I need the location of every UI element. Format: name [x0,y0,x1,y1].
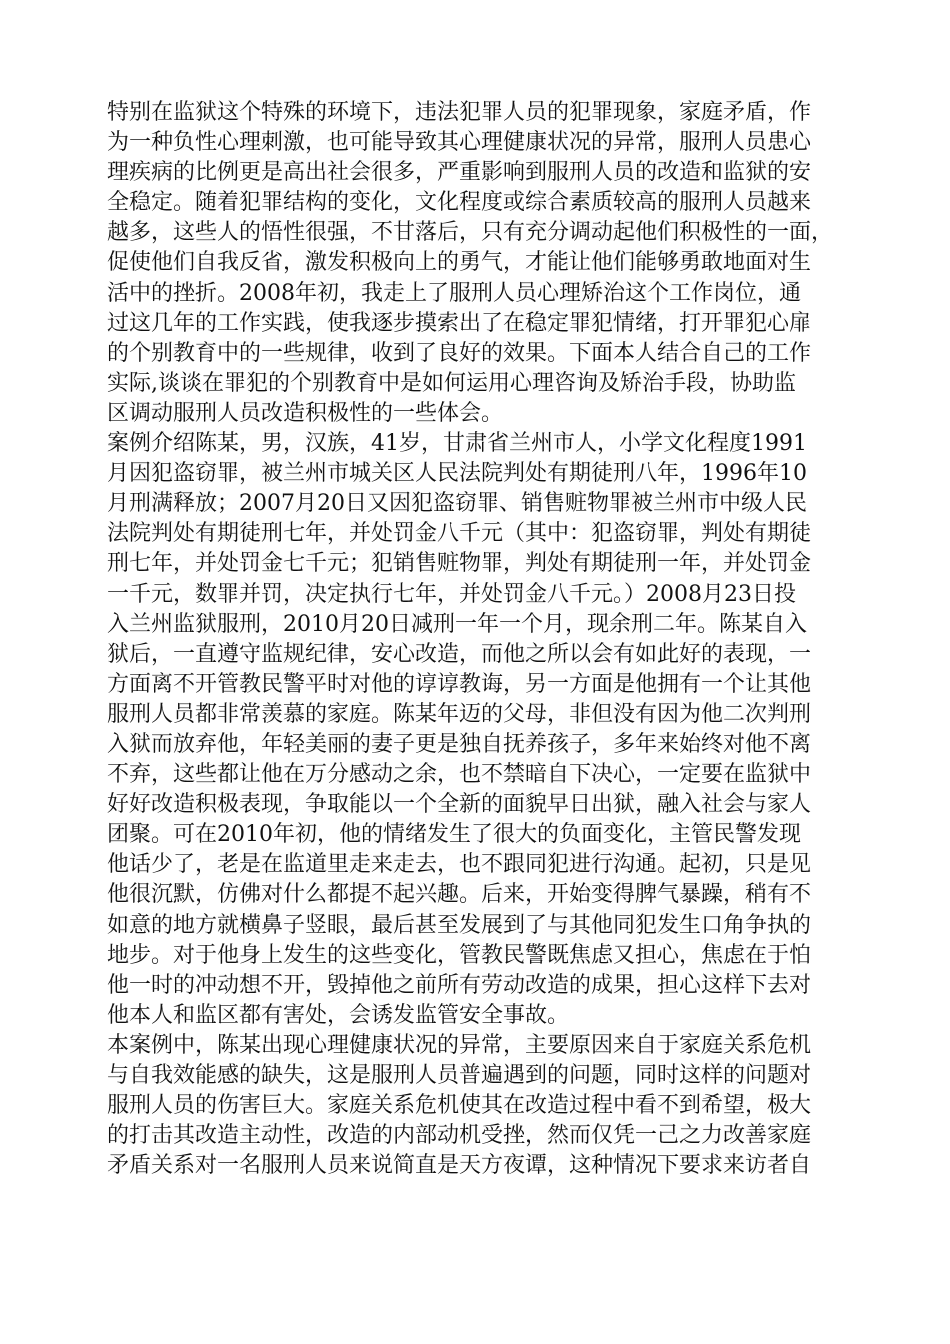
text-line: 越多，这些人的悟性很强，不甘落后，只有充分调动起他们积极性的一面， [107,220,834,246]
text-line: 的个别教育中的一些规律，收到了良好的效果。下面本人结合自己的工作 [107,340,812,366]
text-line: 实际,谈谈在罪犯的个别教育中是如何运用心理咨询及矫治手段，协助监 [107,370,796,396]
text-line: 狱后，一直遵守监规纪律，安心改造，而他之所以会有如此好的表现，一 [107,641,812,667]
text-line: 团聚。可在2010年初，他的情绪发生了很大的负面变化，主管民警发现 [107,822,801,848]
text-line: 入兰州监狱服刑，2010月20日减刑一年一个月，现余刑二年。陈某自入 [107,611,807,637]
text-line: 为一种负性心理刺激，也可能导致其心理健康状况的异常，服刑人员患心 [107,130,812,156]
text-line: 服刑人员都非常羡慕的家庭。陈某年迈的父母，非但没有因为他二次判刑 [107,701,812,727]
text-line: 好好改造积极表现，争取能以一个全新的面貌早日出狱，融入社会与家人 [107,792,812,818]
text-line: 本案例中，陈某出现心理健康状况的异常，主要原因来自于家庭关系危机 [107,1032,812,1058]
body-text [107,98,867,1181]
text-line: 区调动服刑人员改造积极性的一些体会。 [107,400,504,426]
text-line: 地步。对于他身上发生的这些变化，管教民警既焦虑又担心，焦虑在于怕 [107,942,812,968]
text-line: 方面离不开管教民警平时对他的谆谆教诲，另一方面是他拥有一个让其他 [107,671,812,697]
text-line: 月刑满释放；2007月20日又因犯盗窃罪、销售赃物罪被兰州市中级人民 [107,491,807,517]
text-line: 与自我效能感的缺失，这是服刑人员普遍遇到的问题，同时这样的问题对 [107,1063,812,1088]
text-line: 他一时的冲动想不开，毁掉他之前所有劳动改造的成果，担心这样下去对 [107,972,812,998]
text-line: 服刑人员的伤害巨大。家庭关系危机使其在改造过程中看不到希望，极大 [107,1093,812,1119]
text-line: 如意的地方就横鼻子竖眼，最后甚至发展到了与其他同犯发生口角争执的 [107,912,812,938]
text-line: 案例介绍陈某，男，汉族，41岁，甘肃省兰州市人，小学文化程度1991 [107,431,807,457]
text-line: 矛盾关系对一名服刑人员来说简直是天方夜谭，这种情况下要求来访者自 [107,1153,812,1179]
text-line: 一千元，数罪并罚，决定执行七年，并处罚金八千元。）2008月23日投 [107,581,796,607]
text-line: 促使他们自我反省，激发积极向上的勇气，才能让他们能够勇敢地面对生 [107,250,812,276]
text-line: 法院判处有期徒刑七年，并处罚金八千元（其中：犯盗窃罪，判处有期徒 [107,521,812,547]
text-line: 刑七年，并处罚金七千元；犯销售赃物罪，判处有期徒刑一年，并处罚金 [107,551,812,577]
text-line: 入狱而放弃他，年轻美丽的妻子更是独自抚养孩子，多年来始终对他不离 [107,731,812,757]
text-line: 不弃，这些都让他在万分感动之余，也不禁暗自下决心，一定要在监狱中 [107,762,812,788]
text-line: 的打击其改造主动性，改造的内部动机受挫，然而仅凭一己之力改善家庭 [107,1123,812,1149]
text-line: 过这几年的工作实践，使我逐步摸索出了在稳定罪犯情绪，打开罪犯心扉 [107,310,812,336]
text-line: 他本人和监区都有害处，会诱发监管安全事故。 [107,1002,570,1028]
text-line: 他话少了，老是在监道里走来走去，也不跟同犯进行沟通。起初，只是见 [107,852,812,878]
text-line: 理疾病的比例更是高出社会很多，严重影响到服刑人员的改造和监狱的安 [107,160,812,186]
text-line: 月因犯盗窃罪，被兰州市城关区人民法院判处有期徒刑八年，1996年10 [107,461,807,487]
text-line: 特别在监狱这个特殊的环境下，违法犯罪人员的犯罪现象，家庭矛盾，作 [107,100,812,125]
text-line: 活中的挫折。2008年初，我走上了服刑人员心理矫治这个工作岗位，通 [107,280,801,306]
text-line: 他很沉默，仿佛对什么都提不起兴趣。后来，开始变得脾气暴躁，稍有不 [107,882,812,908]
text-line: 全稳定。随着犯罪结构的变化，文化程度或综合素质较高的服刑人员越来 [107,190,812,216]
